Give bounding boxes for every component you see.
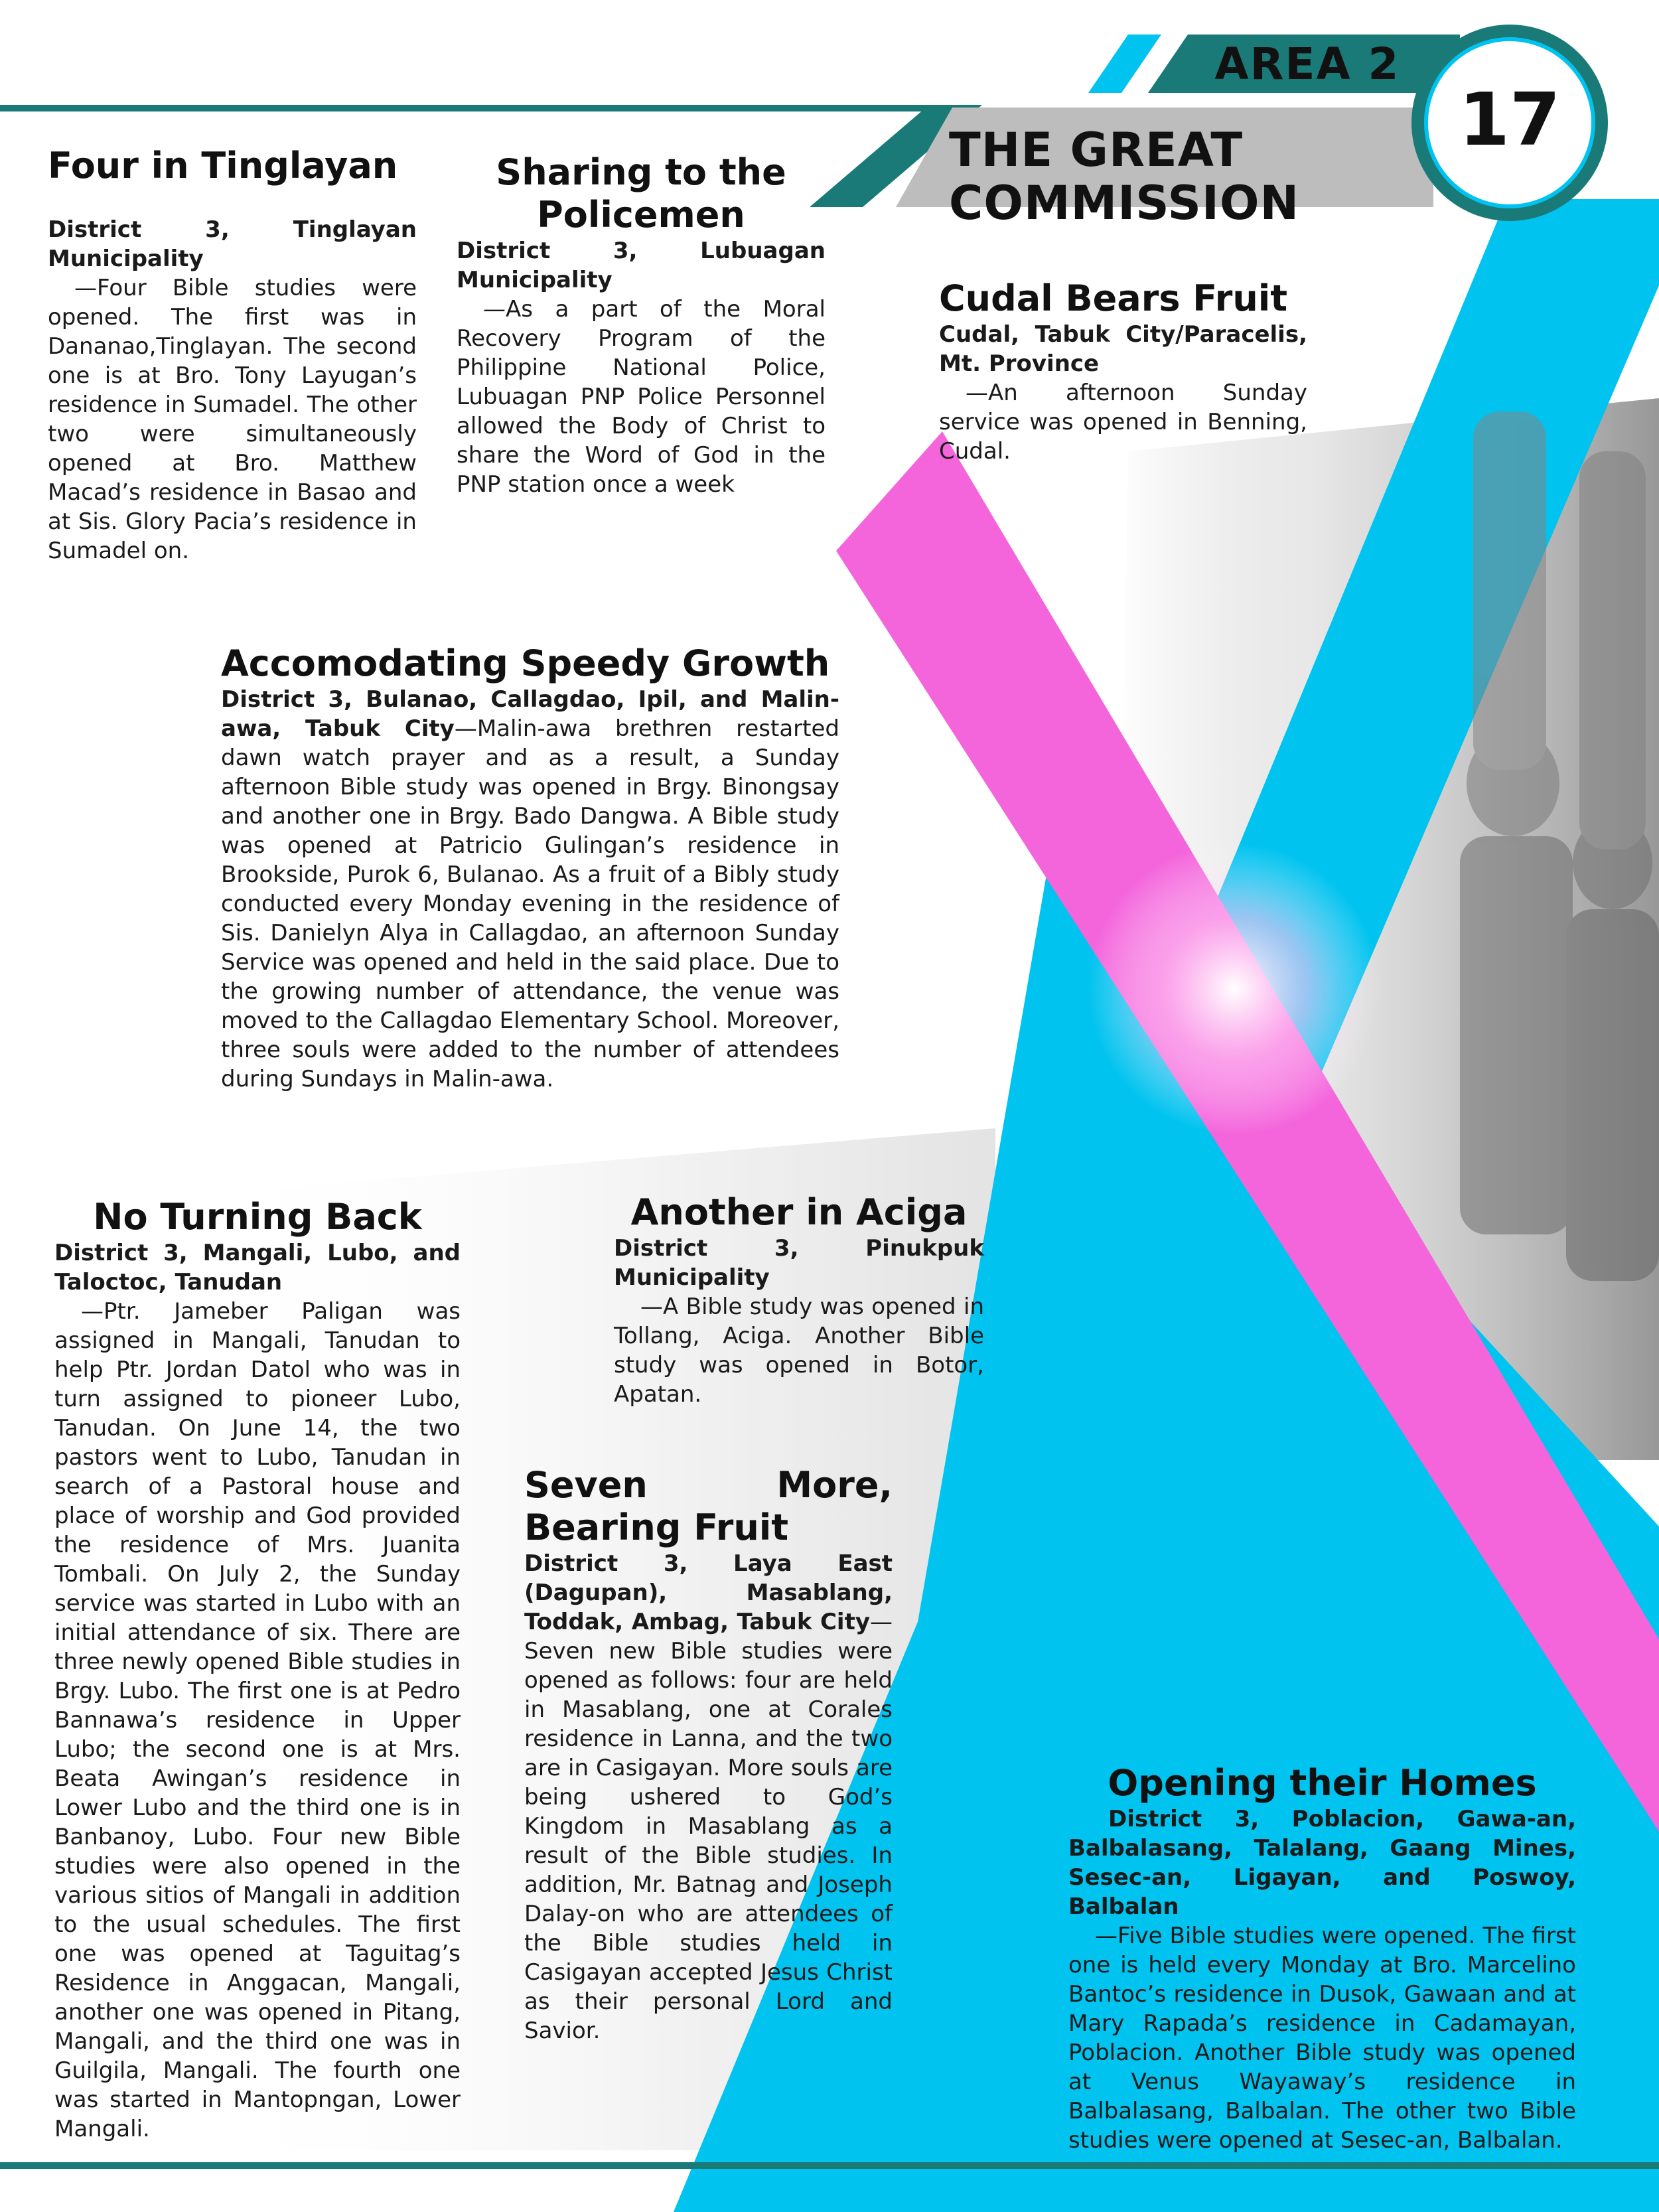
article-title: Another in Aciga: [630, 1191, 968, 1233]
article-location: District 3, Bulanao, Callagdao, Ipil, and Malin-awa, Tabuk City: [221, 686, 839, 742]
article-cudal-bears-fruit: [939, 277, 1307, 466]
article-location: District 3, Laya East (Dagupan), Masablang, Toddak, Ambag, Tabuk City: [524, 1550, 893, 1635]
article-title: Opening their Homes: [1108, 1762, 1537, 1804]
article-body: —Malin-awa brethren restarted dawn watch prayer and as a result, a Sunday afternoon Bible study was opened in Brgy. Binongsay and another one in Brgy. Bado Dangwa. A Bible study was opened at Patricio Gulingan’s residence in Brookside, Purok 6, Bulanao. As a fruit of a Bibly study conducted every Monday evening in the residence of Sis. Danielyn Alya in Callagdao, an afternoon Sunday Service was opened and held in the said place. Due to the growing number of attendance, the venue was moved to the Callagdao Elementary School. Moreover, three souls were added to the number of attendees during Sundays in Malin-awa.: [221, 715, 839, 1092]
header-stripe-cyan: [1088, 35, 1161, 93]
light-glow: [1088, 843, 1380, 1135]
article-location: District 3, Lubuagan Municipality: [457, 238, 826, 293]
article-title: Four in Tinglayan: [48, 145, 398, 186]
article-location: Cudal, Tabuk City/Paracelis, Mt. Province: [939, 321, 1307, 377]
article-sharing-to-the-policemen: [457, 151, 826, 499]
article-title: No Turning Back: [93, 1196, 422, 1238]
article-seven-more-bearing-fruit: [524, 1464, 893, 2045]
article-accomodating-speedy-growth: [221, 642, 839, 1094]
article-body: —Four Bible studies were opened. The first was in Dananao,Tinglayan. The second one is at Bro. Tony Layugan’s residence in Sumadel. The other two were simultaneously opened at Bro. Matthew Macad’s residence in Basao and at Sis. Glory Pacia’s residence in Sumadel on.: [48, 275, 417, 564]
article-body: —Five Bible studies were opened. The first one is held every Monday at Bro. Marcelino Bantoc’s residence in Dusok, Gawaan and at Mary Rapada’s residence in Cadamayan, Poblacion. Another Bible study was opened at Venus Wayaway’s residence in Balbalasang, Balbalan. The other two Bible studies were opened at Sesec-an, Balbalan.: [1068, 1923, 1576, 2154]
article-opening-their-homes: [1068, 1762, 1576, 2155]
bottom-rule: [0, 2162, 1659, 2169]
article-body: —A Bible study was opened in Tollang, Aciga. Another Bible study was opened in Botor, Apatan.: [614, 1293, 984, 1408]
article-body: —An afternoon Sunday service was opened in Benning, Cudal.: [939, 380, 1307, 465]
article-body: —Seven new Bible studies were opened as follows: four are held in Masablang, one at Corales residence in Lanna, and the two are in Casigayan. More souls are being ushered to God’s Kingdom in Masablang as a result of the Bible studies. In addition, Mr. Batnag and Joseph Dalay-on who are attendees of the Bible studies held in Casigayan accepted Jesus Christ as their personal Lord and Savior.: [524, 1609, 893, 2044]
top-rule: [0, 105, 936, 111]
article-four-in-tinglayan: [48, 145, 417, 565]
article-title: Cudal Bears Fruit: [939, 277, 1288, 319]
article-title: Sharing to the Policemen: [496, 151, 786, 236]
area-label: AREA 2: [1214, 38, 1400, 90]
article-location: District 3, Pinukpuk Municipality: [614, 1235, 984, 1291]
article-body: —As a part of the Moral Recovery Program of the Philippine National Police, Lubuagan PNP Police Personnel allowed the Body of Christ to share the Word of God in the PNP station once a week: [457, 296, 826, 498]
article-text: [221, 685, 839, 1094]
article-title: Accomodating Speedy Growth: [221, 642, 830, 684]
article-another-in-aciga: [614, 1191, 984, 1409]
article-title: Seven More, Bearing Fruit: [524, 1464, 893, 1548]
article-body: —Ptr. Jameber Paligan was assigned in Mangali, Tanudan to help Ptr. Jordan Datol who was in turn assigned to pioneer Lubo, Tanudan. On June 14, the two pastors went to Lubo, Tanudan in search of a Pastoral house and place of worship and God provided the residence of Mrs. Juanita Tombali. On July 2, the Sunday service was started in Lubo with an initial attendance of six. There are three newly opened Bible studies in Brgy. Lubo. The first one is at Pedro Bannawa’s residence in Upper Lubo; the second one is at Mrs. Beata Awingan’s residence in Lower Lubo and the third one is in Banbanoy, Lubo. Four new Bible studies were also opened in the various sitios of Mangali in addition to the usual schedules. The first one was opened at Taguitag’s Residence in Anggacan, Mangali, another one was opened in Pitang, Mangali, and the third one was in Guilgila, Mangali. The fourth one was started in Mantopngan, Lower Mangali.: [54, 1298, 461, 2142]
article-text: [524, 1549, 893, 2045]
article-location: District 3, Mangali, Lubo, and Taloctoc, Tanudan: [54, 1240, 461, 1295]
article-location: District 3, Tinglayan Municipality: [48, 216, 417, 272]
article-no-turning-back: [54, 1196, 461, 2144]
article-location: District 3, Poblacion, Gawa-an, Balbalasang, Talalang, Gaang Mines, Sesec-an, Ligayan, and Poswoy, Balbalan: [1068, 1806, 1576, 1920]
page-number: 17: [1459, 77, 1561, 162]
section-title: THE GREAT COMMISSION: [949, 123, 1300, 230]
